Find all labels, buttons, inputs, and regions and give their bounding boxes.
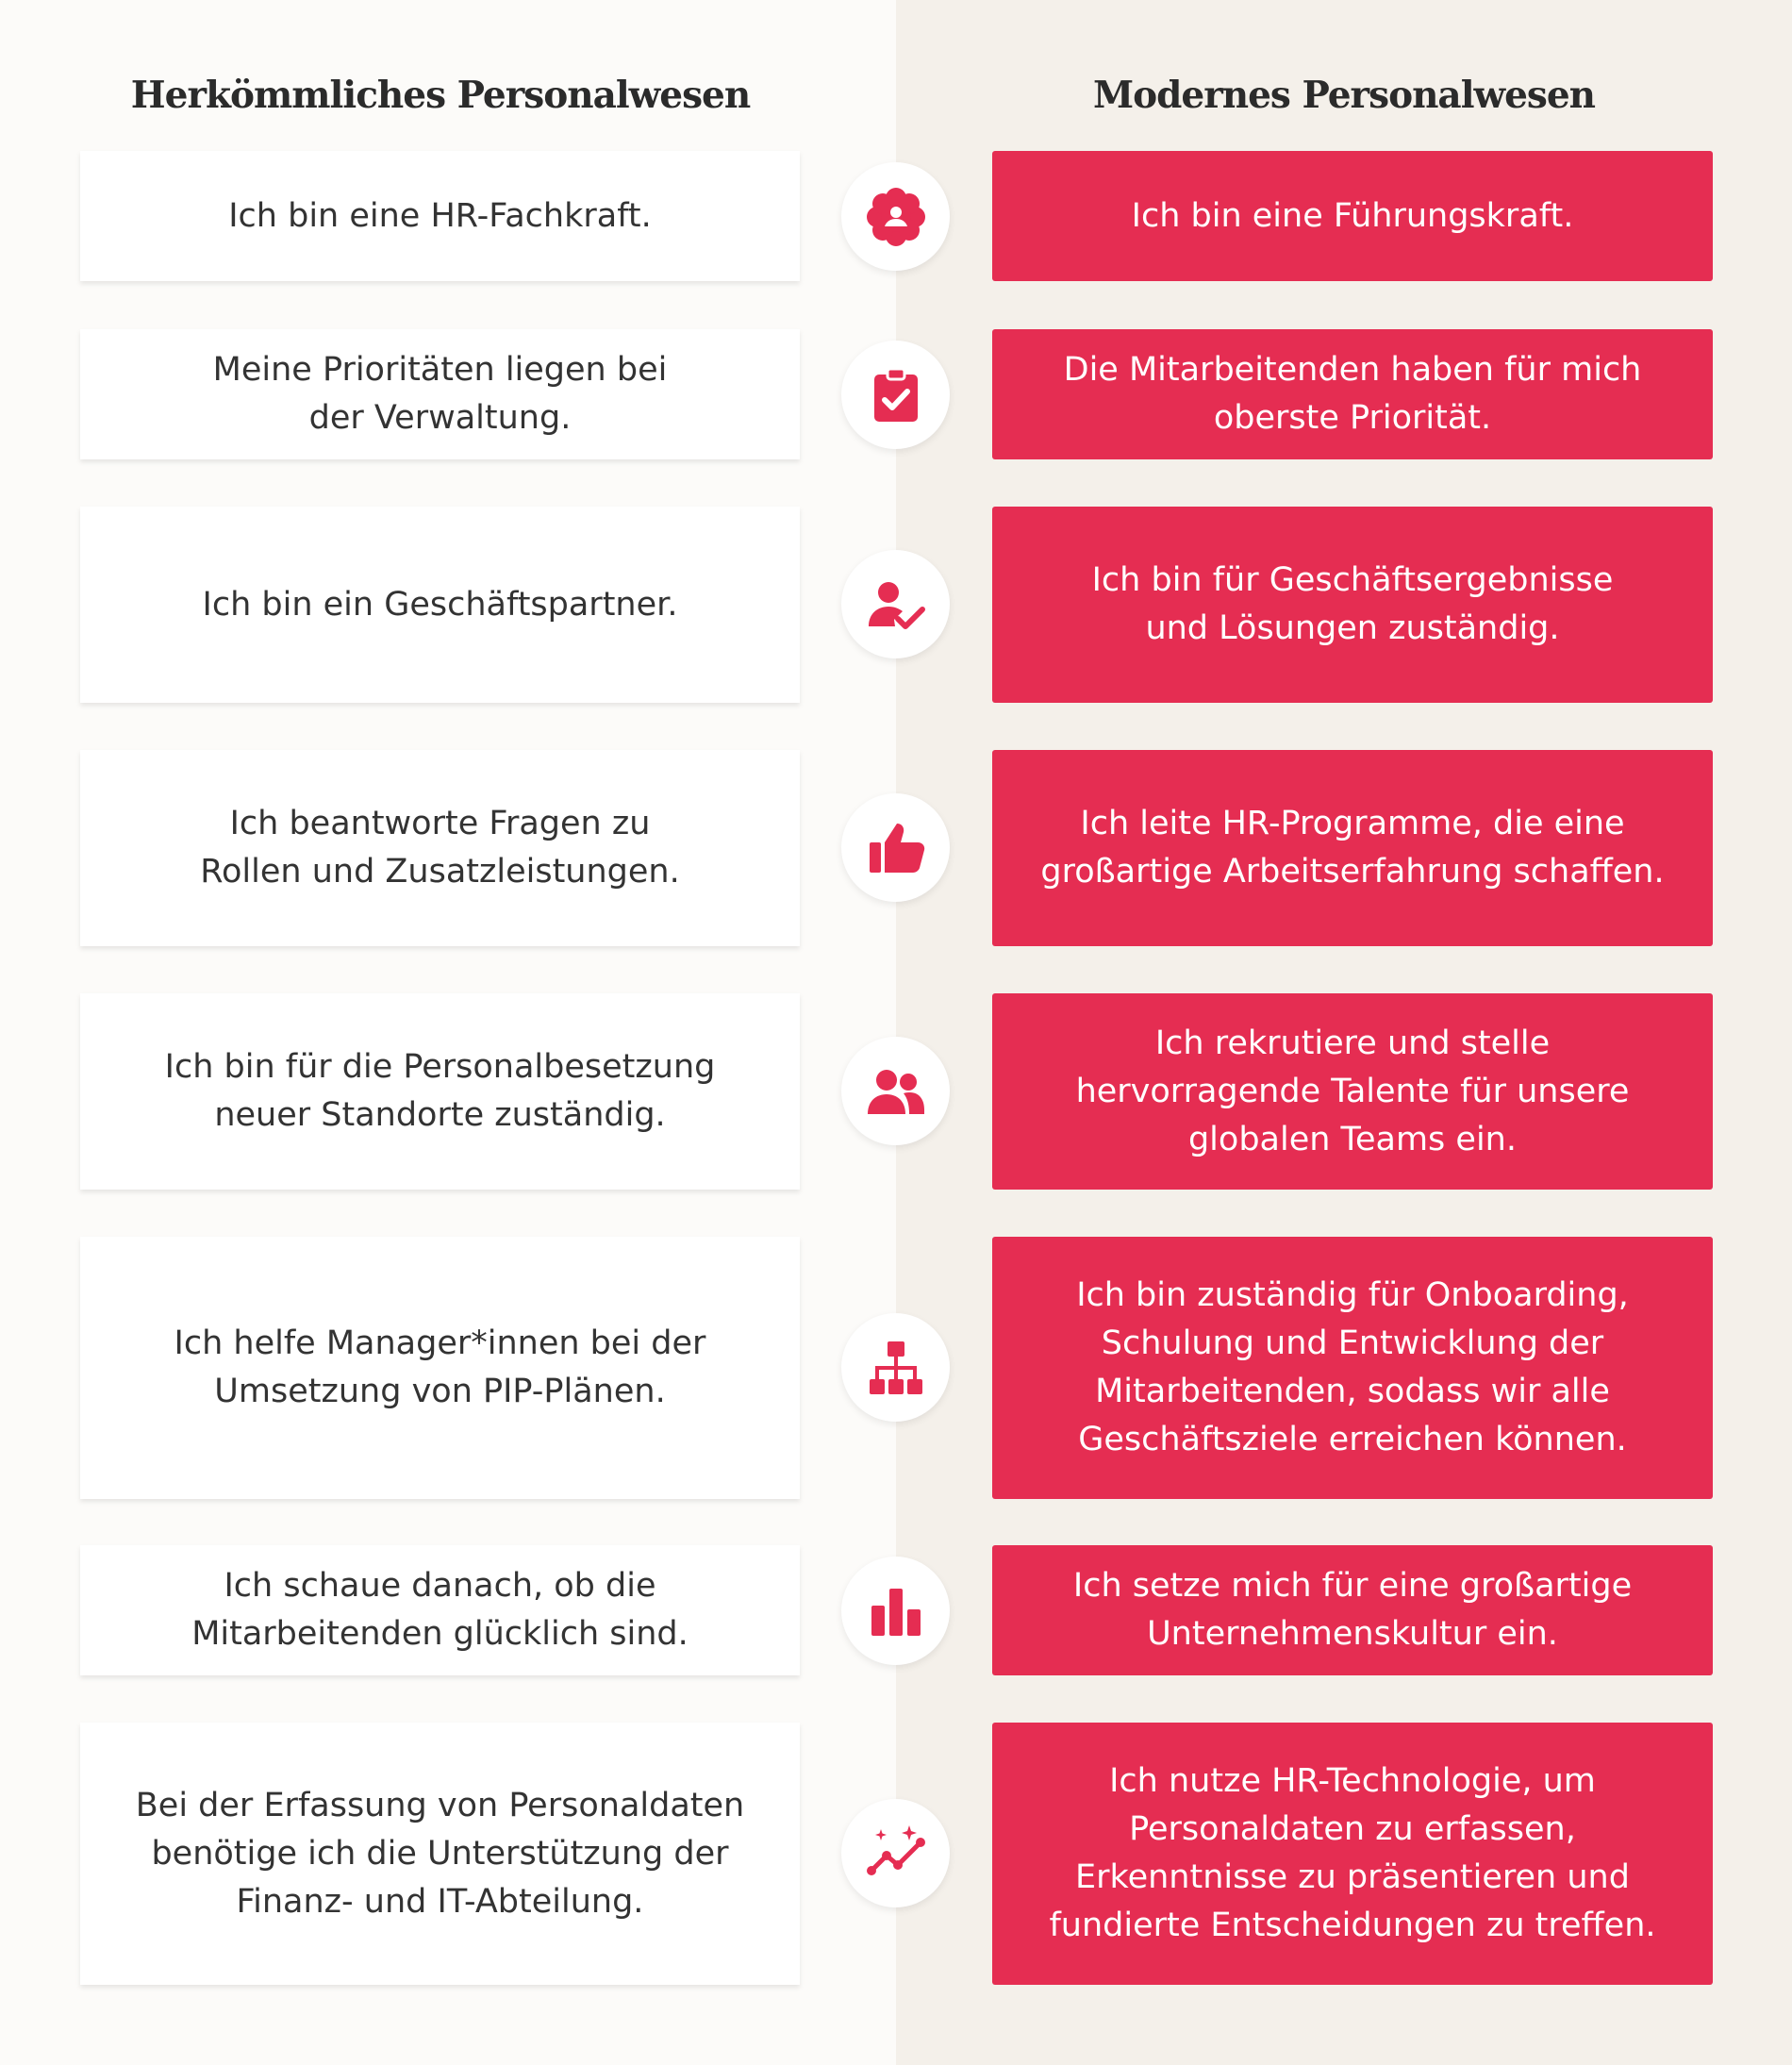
traditional-statement-card: [80, 1723, 800, 1985]
org-chart-icon: [841, 1313, 950, 1422]
thumbs-up-icon: [841, 793, 950, 902]
modern-statement-text: Ich bin eine Führungskraft.: [1131, 196, 1574, 235]
modern-statement-card: [992, 151, 1713, 281]
traditional-hr-heading: Herkömmliches Personalwesen: [130, 74, 751, 117]
traditional-statement-card: [80, 750, 800, 946]
modern-statement-card: [992, 507, 1713, 703]
modern-statement-card: [992, 1545, 1713, 1675]
traditional-statement-text: Ich bin für die Personalbesetzung neuer Standorte zuständig.: [164, 1048, 716, 1134]
modern-statement-card: [992, 1723, 1713, 1985]
modern-hr-heading: Modernes Personalwesen: [1092, 74, 1596, 117]
modern-statement-text: Ich setze mich für eine großartige Unternehmenskultur ein.: [1072, 1567, 1633, 1653]
people-group-icon: [841, 1037, 950, 1145]
traditional-statement-card: [80, 993, 800, 1190]
modern-statement-text: Ich rekrutiere und stelle hervorragende Talente für unsere globalen Teams ein.: [1075, 1024, 1630, 1158]
traditional-statement-text: Meine Prioritäten liegen bei der Verwaltung.: [212, 351, 668, 437]
traditional-statement-text: Ich bin ein Geschäftspartner.: [202, 585, 678, 624]
modern-statement-card: [992, 750, 1713, 946]
traditional-statement-text: Ich beantworte Fragen zu Rollen und Zusatzleistungen.: [200, 805, 680, 891]
traditional-statement-text: Bei der Erfassung von Personaldaten benötige ich die Unterstützung der Finanz- und IT-Abteilung.: [135, 1786, 745, 1921]
modern-statement-text: Die Mitarbeitenden haben für mich oberste Priorität.: [1063, 351, 1642, 437]
sparkle-trend-icon: [841, 1799, 950, 1907]
modern-statement-card: [992, 993, 1713, 1190]
traditional-statement-card: [80, 329, 800, 459]
traditional-statement-card: [80, 507, 800, 703]
flower-person-icon: [841, 162, 950, 271]
person-check-icon: [841, 550, 950, 658]
traditional-statement-text: Ich schaue danach, ob die Mitarbeitenden glücklich sind.: [191, 1567, 689, 1653]
traditional-statement-card: [80, 151, 800, 281]
traditional-statement-card: [80, 1237, 800, 1499]
clipboard-check-icon: [841, 341, 950, 449]
traditional-statement-card: [80, 1545, 800, 1675]
modern-statement-text: Ich nutze HR-Technologie, um Personaldaten zu erfassen, Erkenntnisse zu präsentieren und fundierte Entscheidungen zu treffen.: [1049, 1762, 1656, 1944]
modern-statement-text: Ich bin zuständig für Onboarding, Schulung und Entwicklung der Mitarbeitenden, sodass wir alle Geschäftsziele erreichen können.: [1076, 1276, 1629, 1458]
traditional-statement-text: Ich bin eine HR-Fachkraft.: [228, 196, 652, 235]
modern-statement-text: Ich leite HR-Programme, die eine großartige Arbeitserfahrung schaffen.: [1040, 805, 1665, 891]
traditional-statement-text: Ich helfe Manager*innen bei der Umsetzung von PIP-Plänen.: [174, 1324, 706, 1410]
modern-statement-text: Ich bin für Geschäftsergebnisse und Lösungen zuständig.: [1091, 561, 1614, 647]
modern-statement-card: [992, 329, 1713, 459]
bar-chart-icon: [841, 1557, 950, 1665]
modern-statement-card: [992, 1237, 1713, 1499]
